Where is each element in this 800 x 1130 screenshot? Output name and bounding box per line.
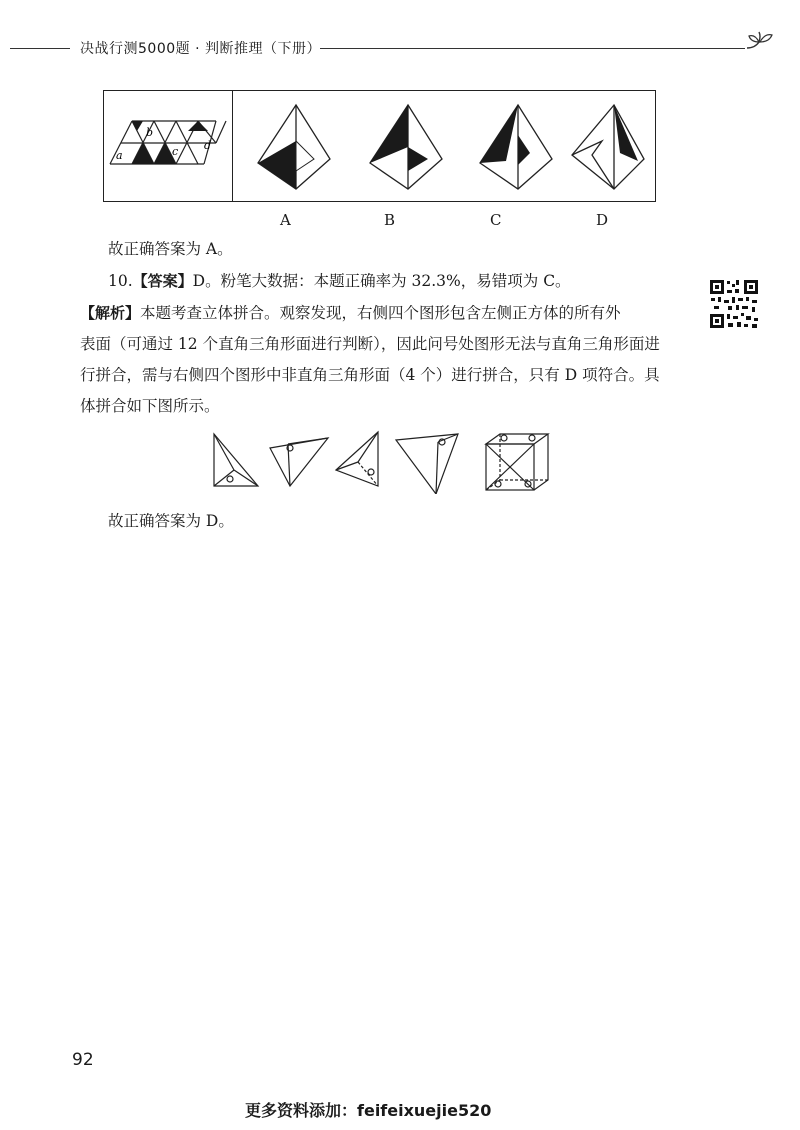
- analysis-line-4: 体拼合如下图所示。: [80, 397, 220, 415]
- option-b-shape: [366, 101, 446, 196]
- q10-number: 10.: [108, 272, 133, 290]
- answer-line-q9: 故正确答案为 A。: [108, 240, 233, 258]
- analysis-line-3: 行拼合，需与右侧四个图形中非直角三角形面（4 个）进行拼合，只有 D 项符合。具: [80, 366, 660, 384]
- analysis-line-2: 表面（可通过 12 个直角三角形面进行判断），因此问号处图形无法与直角三角形面进: [80, 335, 660, 353]
- analysis-bracket: 【解析】: [80, 304, 141, 322]
- header-rule-left: [10, 48, 70, 49]
- net-label-b: b: [146, 126, 154, 139]
- option-label-b: B: [384, 211, 396, 229]
- net-figure: [108, 119, 228, 169]
- option-label-c: C: [490, 211, 502, 229]
- option-d-shape: [568, 101, 648, 196]
- page-number: 92: [72, 1050, 94, 1070]
- option-a-shape: [254, 101, 334, 196]
- figure-divider: [232, 91, 233, 201]
- option-label-a: A: [280, 211, 291, 229]
- running-header: [0, 30, 800, 66]
- q10-answer-line: [80, 266, 708, 297]
- header-rule-right: [320, 48, 745, 49]
- option-c-shape: [476, 101, 556, 196]
- footer-note: 更多资料添加：feifeixuejie520: [245, 1101, 492, 1120]
- q10-answer-text: D。粉笔大数据：本题正确率为 32.3%，易错项为 C。: [192, 272, 571, 290]
- sprout-icon: [745, 30, 775, 60]
- answer-line-q10: 故正确答案为 D。: [108, 512, 234, 530]
- analysis-line-1: 本题考查立体拼合。观察发现，右侧四个图形包含左侧正方体的所有外: [140, 304, 621, 322]
- question-figure: [103, 90, 656, 202]
- header-title: 决战行测5000题 · 判断推理（下册）: [80, 41, 321, 57]
- analysis-paragraph: [80, 298, 680, 422]
- qr-code: [708, 278, 760, 330]
- answer-bracket: 【答案】: [132, 272, 193, 290]
- net-label-a: a: [116, 149, 123, 162]
- option-label-d: D: [596, 211, 609, 229]
- solution-figures: [208, 430, 568, 494]
- net-label-d: d: [204, 139, 212, 152]
- net-label-c: c: [172, 145, 179, 158]
